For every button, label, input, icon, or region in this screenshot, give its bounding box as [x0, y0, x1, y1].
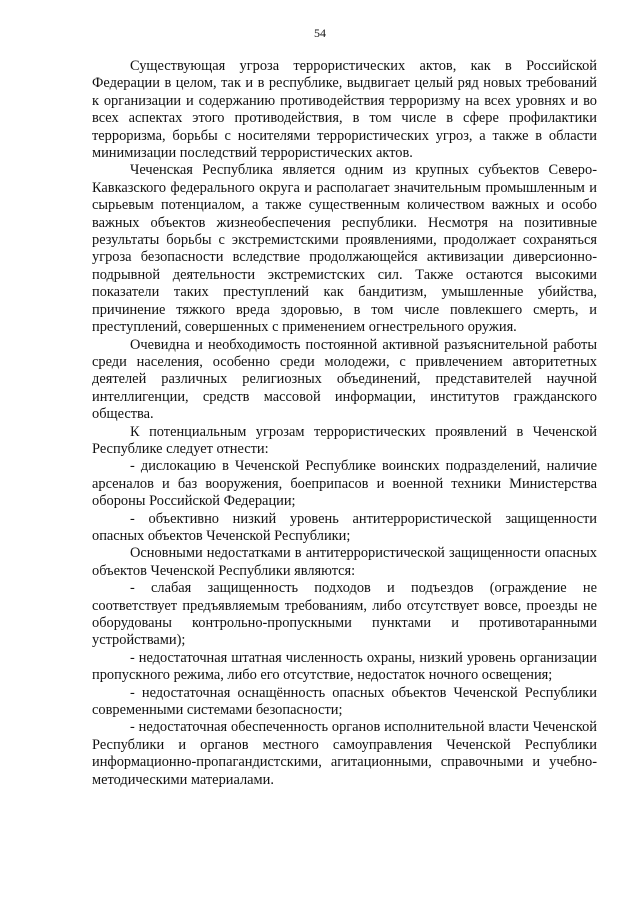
paragraph-potential-threats: К потенциальным угрозам террористических проявлений в Чеченской Республике следует отнести: — [92, 423, 597, 457]
paragraph-chechen-republic: Чеченская Республика является одним из крупных субъектов Северо-Кавказского федерального округа и располагает значительным промышленным и сырьевым потенциалом, а также существенным количеством важных и особо важных объектов жизнеобеспечения республики. Несмотря на позитивные результаты борьбы с экстремистскими проявлениями, продолжает сохраняться угроза безопасности вследствие продолжающейся активизации диверсионно-подрывной деятельности экстремистских сил. Также остаются высокими показатели таких преступлений как бандитизм, умышленные убийства, причинение тяжкого вреда здоровью, в том числе повлекшего смерть, и преступлений, совершенных с применением огнестрельного оружия. — [92, 162, 597, 336]
paragraph-explanatory-work: Очевидна и необходимость постоянной активной разъяснительной работы среди населения, особенно среди молодежи, с привлечением авторитетных деятелей различных религиозных объединений, представителей научной интеллигенции, средств массовой информации, институтов гражданского общества. — [92, 336, 597, 423]
list-item-low-protection: - объективно низкий уровень антитеррористической защищенности опасных объектов Чеченской Республики; — [92, 510, 597, 544]
page-number: 54 — [314, 26, 326, 40]
paragraph-main-shortcomings: Основными недостатками в антитеррористической защищенности опасных объектов Чеченской Республики являются: — [92, 545, 597, 579]
document-body — [92, 58, 597, 789]
list-item-guard-staffing: - недостаточная штатная численность охраны, низкий уровень организации пропускного режима, либо его отсутствие, недостаток ночного освещения; — [92, 649, 597, 684]
list-item-information-materials: - недостаточная обеспеченность органов исполнительной власти Чеченской Республики и органов местного самоуправления Чеченской Республики информационно-пропагандистскими, агитационными, справочными и учебно-методическими материалами. — [92, 719, 597, 788]
list-item-security-systems: - недостаточная оснащённость опасных объектов Чеченской Республики современными системами безопасности; — [92, 684, 597, 719]
list-item-weak-approaches: - слабая защищенность подходов и подъездов (ограждение не соответствует предъявляемым требованиям, либо отсутствует вовсе, проезды не оборудованы контрольно-пропускными пунктами и противотаранными устройствами); — [92, 580, 597, 649]
list-item-military-units: - дислокацию в Чеченской Республике воинских подразделений, наличие арсеналов и баз вооружения, боеприпасов и военной техники Министерства обороны Российской Федерации; — [92, 458, 597, 510]
paragraph-threat-overview: Существующая угроза террористических актов, как в Российской Федерации в целом, так и в республике, выдвигает целый ряд новых требований к организации и содержанию противодействия терроризму на всех уровнях и во всех аспектах этого противодействия, в том числе в сфере профилактики терроризма, борьбы с носителями террористических угроз, а также в области минимизации последствий террористических актов. — [92, 58, 597, 162]
